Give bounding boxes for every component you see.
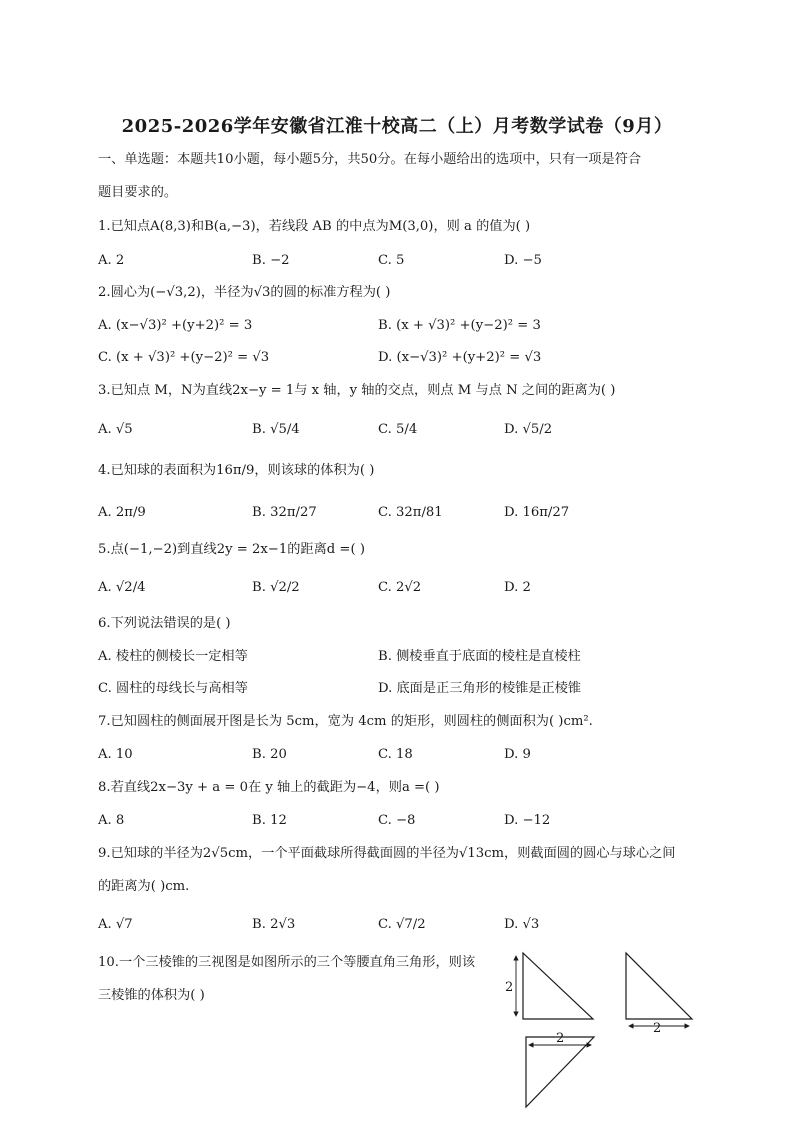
q1-option-a: A. 2 — [98, 253, 125, 268]
side-view-dim-label: 2 — [653, 1021, 662, 1036]
q1-option-c: C. 5 — [378, 253, 405, 268]
q9-stem: 9.已知球的半径为2√5cm，一个平面截球所得截面圆的半径为√13cm，则截面圆的圆心与球心之间 — [98, 846, 676, 861]
q9-stem-cont: 的距离为( )cm. — [98, 879, 190, 894]
q10-stem-cont: 三棱锥的体积为( ) — [98, 988, 205, 1003]
q7-option-c: C. 18 — [378, 747, 413, 762]
q4-option-b: B. 32π/27 — [252, 505, 317, 520]
front-view-dim-label: 2 — [505, 980, 514, 995]
q2-option-b: B. (x + √3)² +(y−2)² = 3 — [378, 318, 541, 333]
q7-option-d: D. 9 — [504, 747, 531, 762]
q2-option-a: A. (x−√3)² +(y+2)² = 3 — [98, 318, 253, 333]
q4-option-c: C. 32π/81 — [378, 505, 443, 520]
q6-option-b: B. 侧棱垂直于底面的棱柱是直棱柱 — [378, 649, 581, 664]
q2-stem: 2.圆心为(−√3,2)，半径为√3的圆的标准方程为( ) — [98, 285, 391, 300]
q3-option-b: B. √5/4 — [252, 422, 300, 437]
top-view-dim-label: 2 — [556, 1031, 565, 1046]
q7-option-a: A. 10 — [98, 747, 133, 762]
three-view-figure — [490, 945, 700, 1115]
q1-option-d: D. −5 — [504, 253, 542, 268]
q6-option-d: D. 底面是正三角形的棱锥是正棱锥 — [378, 681, 582, 696]
q9-option-c: C. √7/2 — [378, 917, 426, 932]
front-view-triangle — [523, 953, 593, 1019]
q5-option-b: B. √2/2 — [252, 580, 300, 595]
q8-option-d: D. −12 — [504, 813, 551, 828]
top-view-triangle — [526, 1037, 594, 1107]
q9-option-a: A. √7 — [98, 917, 133, 932]
q4-option-d: D. 16π/27 — [504, 505, 570, 520]
q9-option-d: D. √3 — [504, 917, 540, 932]
q9-option-b: B. 2√3 — [252, 917, 296, 932]
q8-option-b: B. 12 — [252, 813, 287, 828]
side-view-triangle — [626, 953, 692, 1019]
q2-option-c: C. (x + √3)² +(y−2)² = √3 — [98, 350, 270, 365]
q3-option-d: D. √5/2 — [504, 422, 553, 437]
q7-option-b: B. 20 — [252, 747, 287, 762]
section-header-line2: 题目要求的。 — [98, 185, 178, 200]
q6-option-c: C. 圆柱的母线长与高相等 — [98, 681, 248, 696]
exam-title: 2025-2026学年安徽省江淮十校高二（上）月考数学试卷（9月） — [121, 116, 673, 137]
q1-option-b: B. −2 — [252, 253, 290, 268]
q5-option-c: C. 2√2 — [378, 580, 422, 595]
q2-option-d: D. (x−√3)² +(y+2)² = √3 — [378, 350, 542, 365]
q4-stem: 4.已知球的表面积为16π/9，则该球的体积为( ) — [98, 463, 375, 478]
q8-stem: 8.若直线2x−3y + a = 0在 y 轴上的截距为−4，则a =( ) — [98, 780, 440, 795]
q1-stem: 1.已知点A(8,3)和B(a,−3)，若线段 AB 的中点为M(3,0)，则 a 的值为( ) — [98, 219, 531, 234]
section-header-line1: 一、单选题：本题共10小题，每小题5分，共50分。在每小题给出的选项中，只有一项是符合 — [98, 152, 642, 167]
q5-option-a: A. √2/4 — [98, 580, 146, 595]
q8-option-a: A. 8 — [98, 813, 125, 828]
q10-stem: 10.一个三棱锥的三视图是如图所示的三个等腰直角三角形，则该 — [98, 955, 476, 970]
q4-option-a: A. 2π/9 — [98, 505, 146, 520]
q8-option-c: C. −8 — [378, 813, 416, 828]
q5-option-d: D. 2 — [504, 580, 531, 595]
q3-stem: 3.已知点 M，N为直线2x−y = 1与 x 轴，y 轴的交点，则点 M 与点 N 之间的距离为( ) — [98, 383, 616, 398]
q6-stem: 6.下列说法错误的是( ) — [98, 616, 231, 631]
q6-option-a: A. 棱柱的侧棱长一定相等 — [98, 649, 248, 664]
q3-option-a: A. √5 — [98, 422, 133, 437]
q5-stem: 5.点(−1,−2)到直线2y = 2x−1的距离d =( ) — [98, 542, 365, 557]
q3-option-c: C. 5/4 — [378, 422, 418, 437]
q7-stem: 7.已知圆柱的侧面展开图是长为 5cm，宽为 4cm 的矩形，则圆柱的侧面积为( )cm². — [98, 714, 593, 729]
